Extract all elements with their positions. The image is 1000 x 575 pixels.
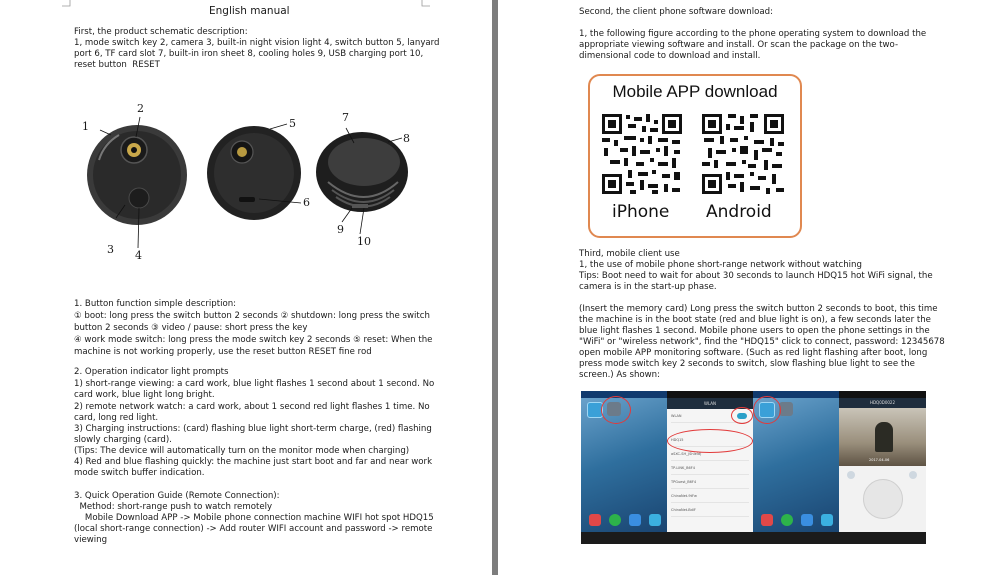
browser-icon[interactable] [629,514,641,526]
app-download-title: Mobile APP download [612,82,778,101]
nav-bar [753,532,839,544]
snapshot-button[interactable] [847,471,855,479]
app-download-panel [588,74,802,238]
status-bar [667,391,753,398]
text-line: press mode switch key 2 seconds to switch, slow flashing blue light to see the [579,359,915,369]
text-line: 1. Button function simple description: [74,299,237,309]
crop-mark [62,0,72,10]
wifi-network-row[interactable]: HDQ15 [671,435,749,447]
text-line: 4) Red and blue flashing quickly: the machine just start boot and far and near work [74,457,433,467]
diagram-label: 4 [135,249,142,262]
settings-icon[interactable] [779,402,793,416]
phone-screenshot-strip [581,391,926,544]
diagram-label: 5 [289,117,296,130]
android-qr-code[interactable] [700,112,786,196]
text-line: 3) Charging instructions: (card) flashing blue light short-term charge, (red) flashing [74,424,432,434]
status-bar [581,391,667,398]
messages-icon[interactable] [821,514,833,526]
text-line: open mobile APP monitoring software. (Such as red light flashing after boot, long [579,348,928,358]
text-line: reset button RESET [74,60,160,70]
wifi-network-row[interactable]: TPGuest_B6F4 [671,477,749,489]
diagram-label: 2 [137,102,144,115]
highlight-circle [731,407,753,424]
text-line: 2) remote network watch: a card work, about 1 second red light flashes 1 time. No [74,402,430,412]
phone-app-icon[interactable] [781,514,793,526]
text-line: camera is in the start-up phase. [579,282,717,292]
diagram-label: 3 [107,243,114,256]
text-line: (Tips: The device will automatically turn on the monitor mode when charging) [74,446,410,456]
product-schematic-diagram [74,100,424,265]
phone-home-screen-1 [581,391,667,544]
diagram-label: 9 [337,223,344,236]
text-line: Method: short-range push to watch remotely [74,502,273,512]
wifi-network-row[interactable]: TP-LINK_B6F4 [671,463,749,475]
text-line: port 6, TF card slot 7, built-in iron sheet 8, cooling holes 9, USB charging port 10, [74,49,424,59]
wlan-header: WLAN [667,398,753,409]
text-line: viewing [74,535,108,545]
text-line: 1) short-range viewing: a card work, blue light flashes 1 second about 1 second. No [74,379,435,389]
nav-bar [667,532,753,544]
text-line: 1, the following figure according to the phone operating system to download the [579,29,927,39]
diagram-label: 7 [342,111,349,124]
text-line: 1, the use of mobile phone short-range network without watching [579,260,862,270]
wifi-network-row[interactable]: WLAN [671,411,749,423]
text-line: screen.) As shown: [579,370,661,380]
diagram-label: 8 [403,132,410,145]
nav-bar [581,532,667,544]
text-line: blue light flashes 1 second. Mobile phone users to open the phone settings in the [579,326,930,336]
text-line: card, long red light. [74,413,159,423]
text-line: Mobile Download APP -> Mobile phone connection machine WIFI hot spot HDQ15 [74,513,434,523]
contacts-icon[interactable] [761,514,773,526]
android-label: Android [706,202,772,222]
text-line: button 2 seconds ③ video / pause: short press the key [74,323,308,333]
text-line: 3. Quick Operation Guide (Remote Connection): [74,491,280,501]
phone-app-icon[interactable] [609,514,621,526]
video-timestamp: 2017-04-06 [869,458,890,462]
text-line: slowly charging (card). [74,435,172,445]
manual-header: English manual [209,5,290,17]
text-line: (local short-range connection) -> Add router WIFI account and password -> remote [74,524,433,534]
text-line: 2. Operation indicator light prompts [74,367,229,377]
diagram-label: 6 [303,196,310,209]
phone-home-screen-2 [753,391,839,544]
text-line: mode switch buffer indication. [74,468,205,478]
highlight-circle [667,429,753,453]
highlight-circle [753,396,781,424]
phone-camera-live-view [839,391,926,544]
ptz-control-pad[interactable] [863,479,903,519]
text-line: appropriate viewing software and install. Or scan the package on the two- [579,40,899,50]
text-line: (Insert the memory card) Long press the switch button 2 seconds to boot, this time [579,304,938,314]
text-line: Tips: Boot need to wait for about 30 seconds to launch HDQ15 hot WiFi signal, the [579,271,933,281]
messages-icon[interactable] [649,514,661,526]
text-line: the machine is in the boot state (red and blue light is on), a few seconds later the [579,315,931,325]
contacts-icon[interactable] [589,514,601,526]
text-line: First, the product schematic description: [74,27,248,37]
wifi-network-row[interactable]: aSXC-SH_(Shield) [671,449,749,461]
iphone-qr-code[interactable] [600,112,684,196]
text-line: "WiFi" or "wireless network", find the "HDQ15" click to connect, password: 12345678 [579,337,945,347]
text-line: ① boot: long press the switch button 2 seconds ② shutdown: long press the switch [74,311,430,321]
highlight-circle [601,396,631,424]
text-line: 1, mode switch key 2, camera 3, built-in night vision light 4, switch button 5, lanyard [74,38,440,48]
camera-id-header: HDQ0D0022 [839,398,926,408]
text-line: card work, blue light long bright. [74,390,215,400]
text-line: Second, the client phone software download: [579,7,773,17]
text-line: machine is not working properly, use the reset button RESET fine rod [74,347,372,357]
phone-wlan-settings [667,391,753,544]
crop-mark [420,0,430,10]
status-bar [839,391,926,398]
record-button[interactable] [909,471,917,479]
manual-page-left [0,0,492,575]
text-line: dimensional code to download and install. [579,51,761,61]
nav-bar [839,532,926,544]
text-line: ④ work mode switch: long press the mode switch key 2 seconds ⑤ reset: When the [74,335,433,345]
wifi-network-row[interactable]: ChinaNet-BdlF [671,505,749,517]
live-video-feed[interactable] [839,408,926,466]
text-line: Third, mobile client use [579,249,680,259]
video-plant [875,422,893,452]
diagram-label: 1 [82,120,89,133]
browser-icon[interactable] [801,514,813,526]
iphone-label: iPhone [612,202,670,222]
diagram-label: 10 [357,235,371,248]
wifi-network-row[interactable]: ChinaNet-9tFw [671,491,749,503]
